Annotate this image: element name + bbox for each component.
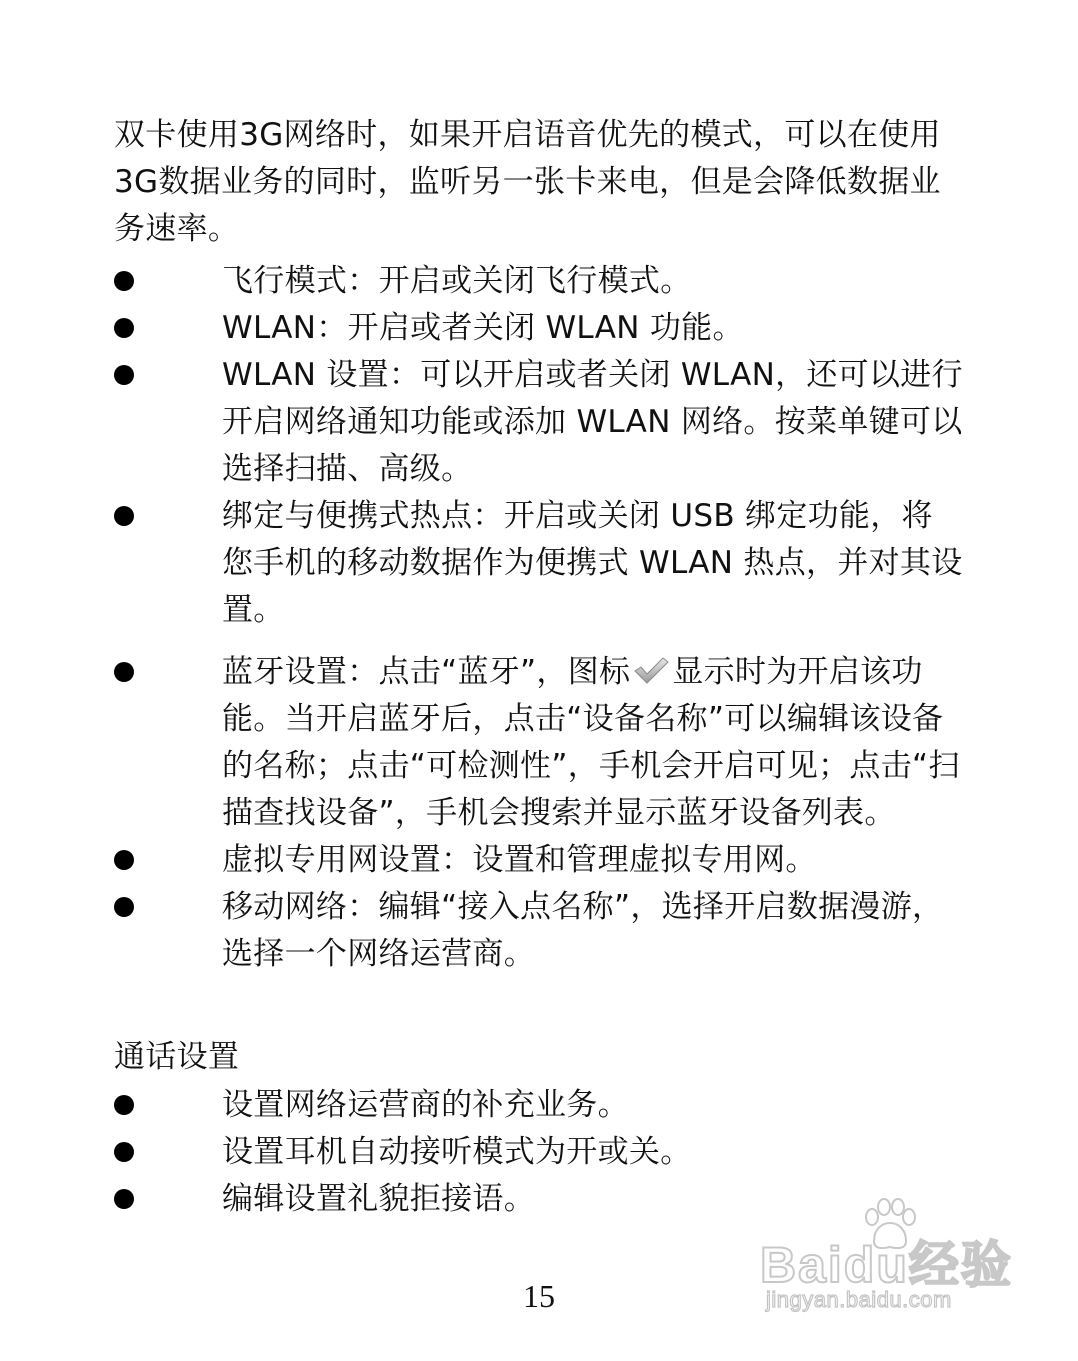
bullet-text-vpn: 虚拟专用网设置：设置和管理虚拟专用网。 bbox=[222, 842, 817, 878]
page-number: 15 bbox=[523, 1278, 555, 1314]
bullet-text-bluetooth-part2: 显示时为开启该功能。当开启蓝牙后，点击“设备名称”可以编辑该设备的名称；点击“可检测性”，手机会开启可见；点击“扫描查找设备”，手机会搜索并显示蓝牙设备列表。 bbox=[222, 654, 960, 831]
bullet-text-supplementary-services: 设置网络运营商的补充业务。 bbox=[222, 1087, 629, 1123]
bullet-text-tethering-hotspot: 绑定与便携式热点：开启或关闭 USB 绑定功能，将您手机的移动数据作为便携式 WLAN 热点，并对其设置。 bbox=[222, 498, 963, 628]
bullet-dot-icon bbox=[114, 271, 134, 291]
list-item bbox=[114, 305, 964, 352]
list-item bbox=[114, 258, 964, 305]
bullet-dot-icon bbox=[114, 1189, 134, 1209]
list-item bbox=[114, 352, 964, 493]
list-item bbox=[114, 493, 964, 634]
list-item bbox=[114, 837, 964, 884]
bullet-text-bluetooth-part1: 蓝牙设置：点击“蓝牙”，图标 bbox=[222, 654, 631, 690]
bullet-dot-icon bbox=[114, 662, 134, 682]
network-settings-list bbox=[114, 258, 964, 978]
bullet-dot-icon bbox=[114, 318, 134, 338]
bullet-dot-icon bbox=[114, 506, 134, 526]
intro-paragraph: 双卡使用3G网络时，如果开启语音优先的模式，可以在使用3G数据业务的同时，监听另一张卡来电，但是会降低数据业务速率。 bbox=[114, 117, 941, 247]
bullet-dot-icon bbox=[114, 1142, 134, 1162]
bullet-text-wlan: WLAN：开启或者关闭 WLAN 功能。 bbox=[222, 310, 744, 346]
bullet-dot-icon bbox=[114, 365, 134, 385]
check-icon bbox=[632, 656, 670, 686]
list-item bbox=[114, 884, 964, 978]
baidu-watermark bbox=[760, 1195, 1020, 1325]
bullet-text-wlan-settings: WLAN 设置：可以开启或者关闭 WLAN，还可以进行开启网络通知功能或添加 WLAN 网络。按菜单键可以选择扫描、高级。 bbox=[222, 357, 963, 487]
bullet-text-headset-auto-answer: 设置耳机自动接听模式为开或关。 bbox=[222, 1134, 692, 1170]
watermark-brand: Baidu经验 bbox=[760, 1237, 1013, 1293]
bullet-text-airplane-mode: 飞行模式：开启或关闭飞行模式。 bbox=[222, 263, 692, 299]
bullet-dot-icon bbox=[114, 850, 134, 870]
bullet-dot-icon bbox=[114, 1095, 134, 1115]
bullet-text-reject-message: 编辑设置礼貌拒接语。 bbox=[222, 1181, 535, 1217]
list-item bbox=[114, 1129, 964, 1176]
bullet-text-mobile-network: 移动网络：编辑“接入点名称”，选择开启数据漫游，选择一个网络运营商。 bbox=[222, 889, 944, 972]
section-title-call-settings: 通话设置 bbox=[114, 1039, 240, 1075]
list-item bbox=[114, 1082, 964, 1129]
bullet-dot-icon bbox=[114, 897, 134, 917]
watermark-url: jingyan.baidu.com bbox=[766, 1287, 952, 1312]
list-item bbox=[114, 649, 964, 837]
